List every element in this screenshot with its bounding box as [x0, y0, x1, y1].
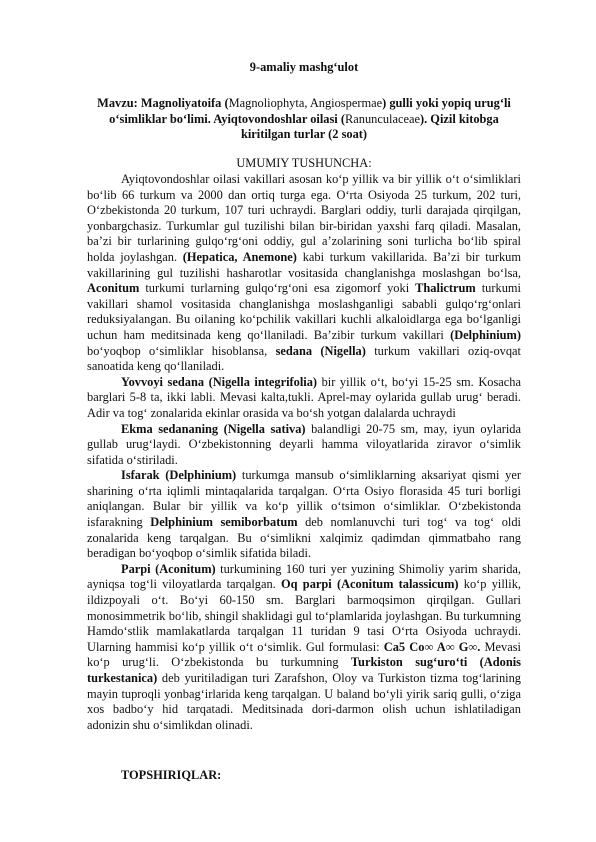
text-run: turkum vakillari oziq-ovqat sanoatida keng qo‘llaniladi.: [87, 343, 521, 374]
text-run: deb yuritiladigan turi Zarafshon, Oloy va Turkiston tizma tog‘larining mayin tuproqli yonbag‘irlarida keng tarqalgan. U baland bo‘yli yirik sariq gulli, o‘ziga xos badbo‘y hid tarqatadi. Meditsinada dori-darmon olish uchun ishlatiladigan adonizin shu o‘simlikdan olinadi.: [87, 671, 521, 732]
bold-text-run: Yovvoyi sedana (Nigella integrifolia): [121, 374, 318, 389]
page-title: 9-amaliy mashg‘ulot: [249, 60, 359, 74]
text-run: turkumi turlarning gulqo‘rg‘oni esa zigomorf yoki: [139, 281, 416, 296]
text-run: bir yillik o‘t, bo‘yi 15-25 sm. Kosacha barglari 5-8 ta, ikki labli. Mevasi kalta,tukli. Aprel-may oylarida gullab urug‘ beradi. Adir va tog‘ zonalarida ekinlar orasida va bo‘sh yotgan dalalarda uchraydi: [87, 374, 521, 420]
paragraph-nigella-integrifolia: [87, 375, 521, 422]
body-text: [87, 172, 521, 733]
text-run: balandligi 20-75 sm, may, iyun oylarida gullab urug‘laydi. O‘zbekistonning deyarli hamma viloyatlarida ziravor o‘simlik sifatida o‘stiriladi.: [87, 421, 521, 467]
bold-text-run: (Hepatica, Anemone): [182, 249, 297, 264]
paragraph-delphinium: [87, 468, 521, 562]
topic-heading: Mavzu: Magnoliyatoifa (Magnoliophyta, Angiospermae) gulli yoki yopiq urug‘li o‘simliklar bo‘limi. Ayiqtovondoshlar oilasi (Ranunculaceae). Qizil kitobga kiritilgan turlar (2 soat): [97, 96, 511, 142]
bold-text-run: Delphinium semiborbatum: [150, 515, 298, 530]
bold-text-run: Isfarak (Delphinium): [121, 468, 237, 483]
bold-text-run: Aconitum: [87, 281, 140, 296]
bold-text-run: Oq parpi (Aconitum talassicum): [281, 577, 459, 592]
bold-text-run: sedana (Nigella): [275, 343, 366, 358]
bold-text-run: Thalictrum: [415, 281, 476, 296]
text-run: turkumining 160 turi yer yuzining Shimoliy yarim sharida, ayniqsa tog‘li viloyatlarda tarqalgan.: [87, 561, 521, 592]
text-run: turkumga mansub o‘simliklarning aksariyat qismi yer sharining o‘rta iqlimli mintaqalarida tarqalgan. O‘rta Osiyo florasida 45 turi borligi aniqlangan. Bular bir yillik va ko‘p yillik o‘tsimon o‘simliklar. O‘zbekistonda isfarakning: [87, 468, 522, 530]
text-run: Ayiqtovondoshlar oilasi vakillari asosan ko‘p yillik va bir yillik o‘t o‘simliklari bo‘lib 66 turkum va 2000 dan ortiq turga ega. O‘rta Osiyoda 25 turkum, 202 turi, O‘zbekistonda 20 turkum, 107 turi uchraydi. Barglari oddiy, turli darajada qirqilgan, yonbargchasiz. Turkumlar gul tuzilishi bilan bir-biridan yaxshi farq qiladi. Masalan, ba’zi bir turlarining gulqo‘rg‘oni oddiy, gul a’zolarining soni turlicha bo‘lib spiral holda joylashgan.: [87, 172, 521, 264]
paragraph-family-overview: [87, 172, 521, 375]
bold-text-run: Turkiston sug‘uro‘ti (Adonis turkestanica): [87, 655, 521, 685]
section-heading: UMUMIY TUSHUNCHA:: [236, 156, 372, 170]
text-run: bo‘yoqbop o‘simliklar hisoblansa,: [87, 343, 276, 358]
paragraph-aconitum: [87, 562, 521, 734]
text-run: turkumi vakillari shamol vositasida changlanishga moslashganligi sababli gulqo‘rg‘onlari reduksiyalangan. Bu oilaning ko‘pchilik vakillari kuchli alkaloidlarga ega bo‘lganligi uchun ham meditsinada keng qo‘llaniladi. Ba’zibir turkum vakillari: [87, 281, 521, 342]
tasks-heading: TOPSHIRIQLAR:: [121, 768, 222, 782]
bold-text-run: (Delphinium): [450, 327, 521, 342]
bold-text-run: Ca5 Co∞ A∞ G∞.: [383, 639, 481, 654]
paragraph-nigella-sativa: [87, 422, 521, 469]
text-run: kabi turkum vakillarida. Ba’zi bir turkum vakillarining gul tuzilishi hasharotlar vositasida changlanishga moslashgan bo‘lsa,: [87, 249, 521, 280]
text-run: deb nomlanuvchi turi tog‘ va tog‘ oldi zonalarida keng tarqalgan. Bu o‘simlikni xalqimiz qadimdan qimmatbaho rang beradigan bo‘yoqbop o‘simlik sifatida biladi.: [87, 515, 521, 561]
text-run: Mevasi ko‘p urug‘li. O‘zbekistonda bu turkumning: [87, 639, 521, 670]
bold-text-run: Ekma sedananing (Nigella sativa): [121, 421, 306, 436]
bold-text-run: Parpi (Aconitum): [121, 561, 216, 576]
text-run: ko‘p yillik, ildizpoyali o‘t. Bo‘yi 60-150 sm. Barglari barmoqsimon qirqilgan. Gullari monosimmetrik bo‘lib, shingil shaklidagi gul to‘plamlarida joylashgan. Bu turkumning Hamdo‘stlik mamlakatlarda tarqalgan 11 turidan 9 tasi O‘rta Osiyoda uchraydi. Ularning hammisi ko‘p yillik o‘t o‘simlik. Gul formulasi:: [87, 577, 521, 654]
